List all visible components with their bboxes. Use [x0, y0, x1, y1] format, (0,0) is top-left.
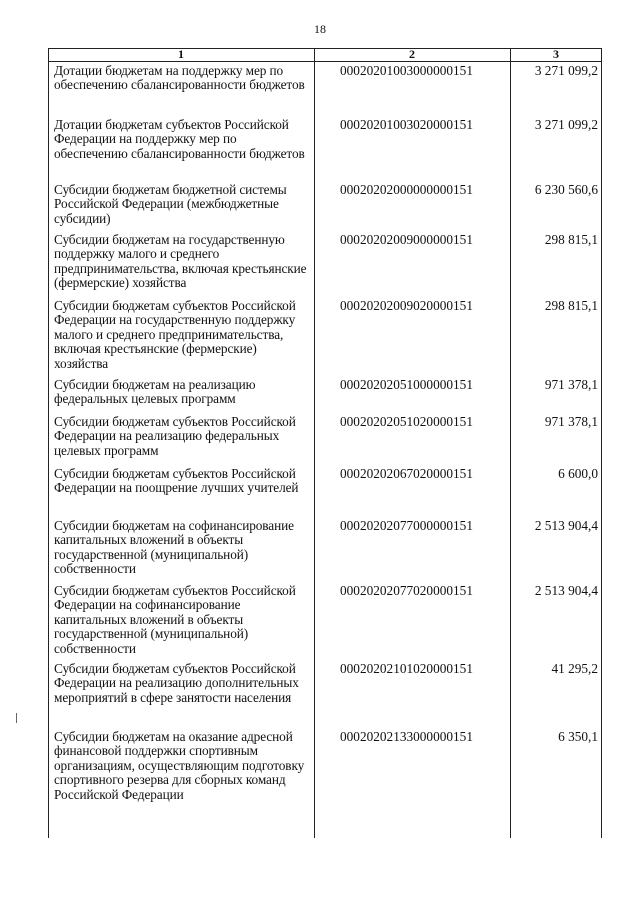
row-name: Субсидии бюджетам на софинансирование капитальных вложений в объекты государственной (муниципальной) собственности [54, 518, 294, 577]
row-name: Субсидии бюджетам бюджетной системы Российской Федерации (межбюджетные субсидии) [54, 182, 287, 226]
row-amount: 6 230 560,6 [534, 182, 598, 197]
row-name: Субсидии бюджетам субъектов Российской Федерации на реализацию федеральных целевых программ [54, 414, 296, 458]
row-code: 00020202009020000151 [340, 298, 473, 313]
row-name: Субсидии бюджетам субъектов Российской Федерации на реализацию дополнительных мероприятий в сфере занятости населения [54, 661, 299, 705]
row-amount: 971 378,1 [544, 414, 598, 429]
budget-table [48, 48, 602, 838]
row-amount: 971 378,1 [544, 377, 598, 392]
row-code: 00020202051020000151 [340, 414, 473, 429]
row-name: Субсидии бюджетам субъектов Российской Федерации на государственную поддержку малого и среднего предпринимательства, включая крестьянские (фермерские) хозяйства [54, 298, 296, 371]
row-name: Субсидии бюджетам субъектов Российской Федерации на софинансирование капитальных вложений в объекты государственной (муниципальной) собственности [54, 583, 296, 656]
column-header-3: 3 [553, 47, 559, 61]
column-header-2: 2 [409, 47, 415, 61]
column-divider-2 [510, 48, 511, 838]
row-amount: 6 350,1 [558, 729, 598, 744]
row-amount: 3 271 099,2 [534, 117, 598, 132]
row-name: Субсидии бюджетам на реализацию федеральных целевых программ [54, 377, 256, 407]
row-amount: 3 271 099,2 [534, 63, 598, 78]
header-divider [48, 61, 602, 62]
row-name: Дотации бюджетам субъектов Российской Федерации на поддержку мер по обеспечению сбалансированности бюджетов [54, 117, 305, 161]
row-code: 00020202000000000151 [340, 182, 473, 197]
row-amount: 298 815,1 [544, 232, 598, 247]
page-number: 18 [314, 22, 326, 36]
row-amount: 2 513 904,4 [534, 518, 598, 533]
row-amount: 2 513 904,4 [534, 583, 598, 598]
row-amount: 41 295,2 [551, 661, 598, 676]
row-amount: 298 815,1 [544, 298, 598, 313]
row-code: 00020202077000000151 [340, 518, 473, 533]
table-border-left [48, 48, 49, 838]
row-code: 00020202051000000151 [340, 377, 473, 392]
row-name: Субсидии бюджетам на оказание адресной финансовой поддержки спортивным организациям, осуществляющим подготовку спортивного резерва для сборных команд Российской Федерации [54, 729, 305, 802]
row-code: 00020201003020000151 [340, 117, 473, 132]
row-code: 00020201003000000151 [340, 63, 473, 78]
column-divider-1 [314, 48, 315, 838]
row-code: 00020202101020000151 [340, 661, 473, 676]
row-code: 00020202067020000151 [340, 466, 473, 481]
row-name: Субсидии бюджетам на государственную поддержку малого и среднего предпринимательства, включая крестьянские (фермерские) хозяйства [54, 232, 307, 291]
table-border-right [601, 48, 602, 838]
margin-mark [16, 713, 17, 723]
row-amount: 6 600,0 [558, 466, 598, 481]
row-name: Дотации бюджетам на поддержку мер по обеспечению сбалансированности бюджетов [54, 63, 305, 93]
row-name: Субсидии бюджетам субъектов Российской Федерации на поощрение лучших учителей [54, 466, 299, 496]
row-code: 00020202133000000151 [340, 729, 473, 744]
row-code: 00020202077020000151 [340, 583, 473, 598]
column-header-1: 1 [178, 47, 184, 61]
row-code: 00020202009000000151 [340, 232, 473, 247]
